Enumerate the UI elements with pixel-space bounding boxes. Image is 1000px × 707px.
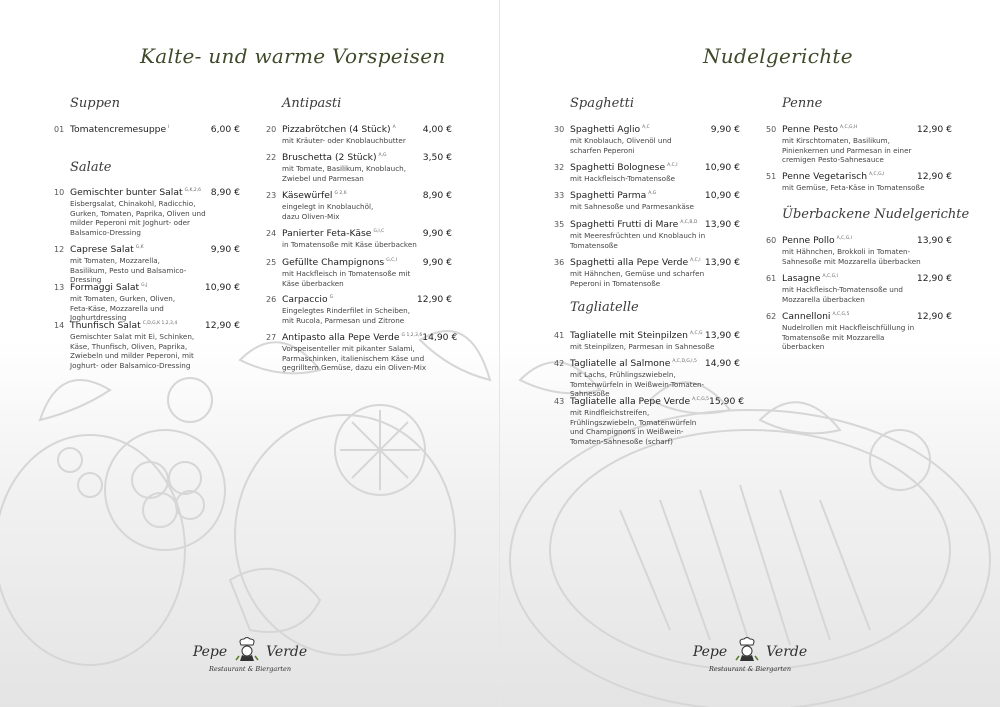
allergen-codes: A,C: [642, 124, 650, 130]
item-description: mit Rindfleichstreifen, Frühlingszwiebeln, Tomatenwürfeln und Champignons in Weißwein-Tomaten-Sahnesoße (scharf): [570, 408, 697, 446]
item-name: Tagliatelle al Salmone $^{A,C,D,G,I,5}$: [570, 358, 697, 369]
section-heading-suppen: Suppen: [70, 96, 120, 111]
section-heading-salate: Salate: [70, 160, 112, 175]
menu-item: [554, 124, 740, 155]
item-price: 12,90 €: [916, 124, 952, 135]
item-number: 62: [766, 312, 777, 321]
item-name: Antipasto alla Pepe Verde $^{G 1,2,3,6}$: [282, 332, 423, 343]
item-name: Bruschetta (2 Stück) $^{A,G}$: [282, 152, 387, 163]
allergen-codes: A,G: [378, 152, 387, 158]
menu-item: [54, 282, 240, 323]
item-name: Spaghetti alla Pepe Verde $^{A,C,I}$: [570, 257, 701, 268]
allergen-codes: A,C,B,D: [680, 219, 698, 225]
item-price: 10,90 €: [704, 190, 740, 201]
item-price: 12,90 €: [916, 171, 952, 182]
menu-item: [54, 244, 240, 285]
item-price: 13,90 €: [704, 330, 740, 341]
item-price: 9,90 €: [422, 257, 452, 268]
item-number: 42: [554, 359, 565, 368]
item-number: 13: [54, 283, 65, 292]
allergen-codes: C,D,G,K 1,2,3,4: [142, 320, 178, 326]
item-price: 3,50 €: [422, 152, 452, 163]
item-price: 12,90 €: [204, 320, 240, 331]
item-description: Nudelrollen mit Hackfleischfüllung in Tomatensoße mit Mozzarella überbacken: [782, 323, 915, 352]
item-name: Penne Vegetarisch $^{A,C,G,I}$: [782, 171, 885, 182]
item-number: 20: [266, 125, 277, 134]
item-description: Gemischter Salat mit Ei, Schinken, Käse, Thunfisch, Oliven, Paprika, Zwiebeln und milder Peperoni, mit Joghurt- oder Balsamico-Dressing: [70, 332, 195, 370]
item-price: 9,90 €: [710, 124, 740, 135]
item-name: Tomatencremesuppe $^I$: [70, 124, 170, 135]
item-name: Lasagne $^{A,C,G,I}$: [782, 273, 838, 284]
allergen-codes: G 2,6: [334, 190, 347, 196]
item-name: Spaghetti Parma $^{A,G}$: [570, 190, 657, 201]
item-description: Eisbergsalat, Chinakohl, Radicchio, Gurken, Tomaten, Paprika, Oliven und milder Peperoni mit Joghurt- oder Balsamico-Dressing: [70, 199, 206, 237]
item-number: 24: [266, 229, 277, 238]
item-name: Spaghetti Frutti di Mare $^{A,C,B,D}$: [570, 219, 698, 230]
item-number: 32: [554, 163, 565, 172]
item-name: Käsewürfel $^{G 2,6}$: [282, 190, 347, 201]
item-description: mit Hähnchen, Brokkoli in Tomaten-Sahnesoße mit Mozzarella überbacken: [782, 247, 921, 266]
allergen-codes: A: [392, 124, 396, 130]
allergen-codes: A,C,G,I: [822, 273, 838, 279]
allergen-codes: A,C,G,5: [832, 311, 850, 317]
allergen-codes: G: [329, 294, 334, 300]
item-number: 10: [54, 188, 65, 197]
item-description: mit Steinpilzen, Parmesan in Sahnesoße: [570, 342, 715, 352]
item-description: mit Tomate, Basilikum, Knoblauch, Zwiebel und Parmesan: [282, 164, 406, 183]
item-price: 9,90 €: [210, 244, 240, 255]
menu-item: [266, 228, 452, 250]
menu-item: [554, 190, 740, 212]
item-price: 14,90 €: [704, 358, 740, 369]
item-description: Eingelegtes Rinderfilet in Scheiben, mit Rucola, Parmesan und Zitrone: [282, 306, 411, 325]
menu-item: [554, 396, 745, 446]
item-number: 22: [266, 153, 277, 162]
item-description: eingelegt in Knoblauchöl, dazu Oliven-Mix: [282, 202, 374, 221]
item-name: Caprese Salat $^{G,K}$: [70, 244, 144, 255]
menu-item: [766, 171, 952, 193]
item-price: 8,90 €: [210, 187, 240, 198]
item-description: mit Hackfleisch-Tomatensoße und Mozzarella überbacken: [782, 285, 903, 304]
item-number: 50: [766, 125, 777, 134]
item-description: mit Hackfleisch in Tomatensoße mit Käse überbacken: [282, 269, 411, 288]
item-number: 51: [766, 172, 777, 181]
item-number: 14: [54, 321, 65, 330]
item-description: mit Tomaten, Mozzarella, Basilikum, Pesto und Balsamico-Dressing: [70, 256, 187, 285]
item-number: 30: [554, 125, 565, 134]
page-title: Nudelgerichte: [703, 44, 853, 68]
allergen-codes: G,J: [141, 282, 148, 288]
allergen-codes: A,C,G,I: [836, 235, 852, 241]
item-price: 12,90 €: [416, 294, 452, 305]
menu-item: [54, 320, 240, 370]
item-name: Thunfisch Salat $^{C,D,G,K 1,2,3,4}$: [70, 320, 178, 331]
item-number: 41: [554, 331, 565, 340]
menu-item: [554, 330, 740, 352]
page-title: Kalte- und warme Vorspeisen: [140, 44, 446, 68]
allergen-codes: G,K,2,6: [184, 187, 202, 193]
item-price: 8,90 €: [422, 190, 452, 201]
item-name: Panierter Feta-Käse $^{G,I,C}$: [282, 228, 385, 239]
allergen-codes: A,C,G,H: [839, 124, 858, 130]
section-heading-ueberbackene: Überbackene Nudelgerichte: [782, 207, 970, 222]
item-price: 9,90 €: [422, 228, 452, 239]
allergen-codes: A,C,I: [667, 162, 678, 168]
item-name: Tagliatelle mit Steinpilzen $^{A,C,G}$: [570, 330, 703, 341]
chef-icon: [235, 636, 259, 662]
menu-item: [266, 152, 452, 183]
item-number: 25: [266, 258, 277, 267]
item-number: 36: [554, 258, 565, 267]
section-heading-spaghetti: Spaghetti: [570, 96, 634, 111]
item-description: in Tomatensoße mit Käse überbacken: [282, 240, 417, 250]
item-price: 15,90 €: [708, 396, 745, 407]
menu-item: [554, 257, 740, 288]
item-description: mit Hackfleisch-Tomatensoße: [570, 174, 676, 184]
item-description: mit Kirschtomaten, Basilikum, Pinienkernen und Parmesan in einer cremigen Pesto-Sahnesauce: [782, 136, 912, 165]
menu-page-right: [500, 0, 1000, 707]
item-price: 6,00 €: [210, 124, 240, 135]
menu-item: [266, 257, 452, 288]
item-price: 12,90 €: [916, 311, 952, 322]
logo-subtitle: Restaurant & Biergarten: [208, 665, 292, 673]
allergen-codes: G 1,2,3,6: [401, 332, 423, 338]
section-heading-antipasti: Antipasti: [282, 96, 342, 111]
item-number: 23: [266, 191, 277, 200]
item-price: 10,90 €: [704, 162, 740, 173]
menu-item: [266, 190, 452, 221]
item-number: 27: [266, 333, 277, 342]
menu-item: [766, 311, 952, 352]
item-number: 01: [54, 125, 65, 134]
item-price: 12,90 €: [916, 273, 952, 284]
menu-item: [54, 187, 240, 237]
item-number: 12: [54, 245, 65, 254]
item-name: Penne Pesto $^{A,C,G,H}$: [782, 124, 858, 135]
restaurant-logo: Pepe Verde Restaurant & Biergarten: [690, 636, 810, 673]
item-name: Cannelloni $^{A,C,G,5}$: [782, 311, 850, 322]
item-description: mit Lachs, Frühlingszwiebeln, Tomtenwürfeln in Weißwein-Tomaten-Sahnesoße: [570, 370, 705, 399]
menu-item: [554, 219, 740, 250]
restaurant-logo: Pepe Verde Restaurant & Biergarten: [190, 636, 310, 673]
allergen-codes: A,C,G,5: [692, 396, 709, 402]
section-heading-penne: Penne: [782, 96, 823, 111]
item-price: 13,90 €: [704, 257, 740, 268]
item-name: Spaghetti Aglio $^{A,C}$: [570, 124, 650, 135]
item-number: 35: [554, 220, 565, 229]
allergen-codes: A,C,I: [690, 257, 701, 263]
menu-item: [766, 235, 952, 266]
item-name: Gemischter bunter Salat $^{G,K,2,6}$: [70, 187, 202, 198]
allergen-codes: I: [168, 124, 170, 130]
menu-item: [266, 332, 458, 373]
item-price: 13,90 €: [916, 235, 952, 246]
item-name: Gefüllte Champignons $^{G,C,I}$: [282, 257, 398, 268]
item-name: Carpaccio $^G$: [282, 294, 334, 305]
menu-item: [54, 124, 240, 136]
allergen-codes: A,C,D,G,I,5: [672, 358, 697, 364]
item-number: 26: [266, 295, 277, 304]
item-number: 33: [554, 191, 565, 200]
item-name: Spaghetti Bolognese $^{A,C,I}$: [570, 162, 678, 173]
item-number: 60: [766, 236, 777, 245]
item-name: Penne Pollo $^{A,C,G,I}$: [782, 235, 852, 246]
logo-subtitle: Restaurant & Biergarten: [708, 665, 792, 673]
menu-item: [766, 273, 952, 304]
item-description: mit Meeresfrüchten und Knoblauch in Tomatensoße: [570, 231, 706, 250]
item-price: 13,90 €: [704, 219, 740, 230]
item-description: Vorspeisenteller mit pikanter Salami, Parmaschinken, italienischem Käse und gegrilltem Gemüse, dazu ein Oliven-Mix: [282, 344, 427, 373]
menu-item: [766, 124, 952, 165]
item-name: Pizzabrötchen (4 Stück) $^A$: [282, 124, 396, 135]
menu-item: [266, 124, 452, 146]
item-price: 4,00 €: [422, 124, 452, 135]
allergen-codes: A,C,G: [689, 330, 703, 336]
item-price: 10,90 €: [204, 282, 240, 293]
menu-item: [554, 162, 740, 184]
item-description: mit Kräuter- oder Knoblauchbutter: [282, 136, 406, 146]
item-name: Tagliatelle alla Pepe Verde $^{A,C,G,5}$: [570, 396, 709, 407]
item-description: mit Knoblauch, Olivenöl und scharfen Peperoni: [570, 136, 672, 155]
allergen-codes: G,C,I: [386, 257, 398, 263]
item-description: mit Sahnesoße und Parmesankäse: [570, 202, 694, 212]
item-price: 14,90 €: [422, 332, 458, 343]
allergen-codes: G,I,C: [373, 228, 385, 234]
item-number: 61: [766, 274, 777, 283]
item-description: mit Hähnchen, Gemüse und scharfen Peperoni in Tomatensoße: [570, 269, 705, 288]
menu-item: [266, 294, 452, 325]
menu-item: [554, 358, 740, 399]
item-name: Formaggi Salat $^{G,J}$: [70, 282, 148, 293]
section-heading-tagliatelle: Tagliatelle: [570, 300, 639, 315]
allergen-codes: G,K: [135, 244, 144, 250]
allergen-codes: A,C,G,I: [869, 171, 885, 177]
chef-icon: [735, 636, 759, 662]
item-description: mit Gemüse, Feta-Käse in Tomatensoße: [782, 183, 925, 193]
allergen-codes: A,G: [648, 190, 657, 196]
item-description: mit Tomaten, Gurken, Oliven, Feta-Käse, Mozzarella und Joghurtdressing: [70, 294, 176, 323]
item-number: 43: [554, 397, 565, 406]
